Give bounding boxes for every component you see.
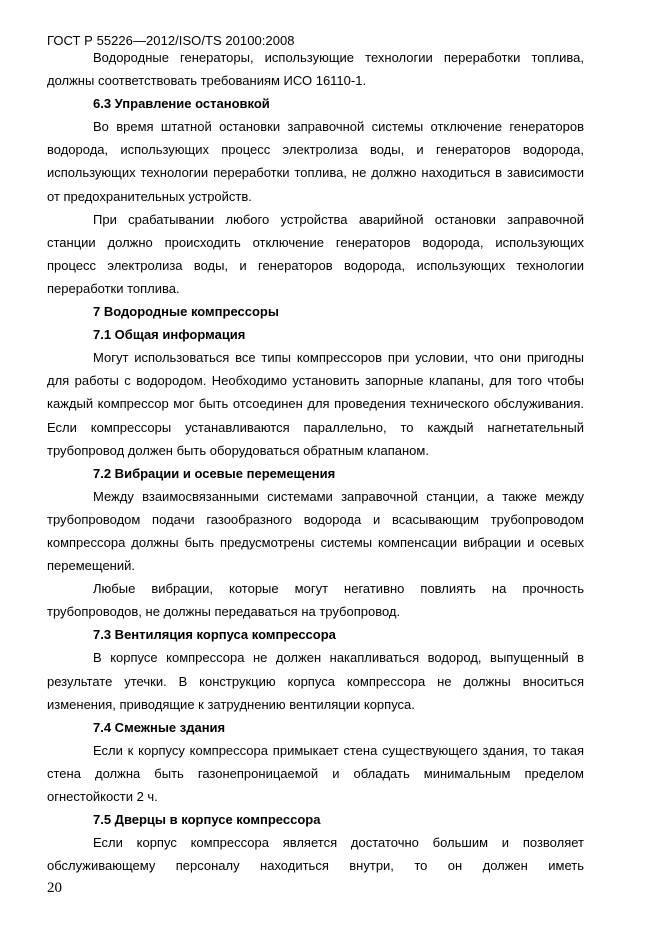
standard-header: ГОСТ Р 55226—2012/ISO/TS 20100:2008 — [47, 33, 295, 48]
paragraph: Могут использоваться все типы компрессоров при условии, что они пригодны для работы с водородом. Необходимо установить запорные клапаны, для того чтобы каждый компрессор мог быть отсоединен для проведения технического обслуживания. Если компрессоры устанавливаются параллельно, то каждый нагнетательный трубопровод должен быть оборудоваться обратным клапаном. — [47, 350, 584, 458]
page-number: 20 — [47, 880, 62, 896]
section-heading: 7.4 Смежные здания — [93, 719, 226, 735]
paragraph: Если к корпусу компрессора примыкает стена существующего здания, то такая стена должна быть газонепроницаемой и обладать минимальным пределом огнестойкости 2 ч. — [47, 742, 584, 804]
section-heading: 7 Водородные компрессоры — [93, 304, 279, 320]
paragraph: Между взаимосвязанными системами заправочной станции, а также между трубопроводом подачи газообразного водорода и всасывающим трубопроводом компрессора должны быть предусмотрены системы компенсации вибрации и осевых перемещений. — [47, 488, 584, 574]
body-text — [47, 46, 584, 877]
paragraph: Водородные генераторы, использующие технологии переработки топлива, должны соответствовать требованиям ИСО 16110-1. — [47, 50, 584, 89]
paragraph: Любые вибрации, которые могут негативно повлиять на прочность трубопроводов, не должны передаваться на трубопровод. — [47, 581, 584, 620]
section-heading: 7.3 Вентиляция корпуса компрессора — [93, 627, 336, 643]
paragraph: Если корпус компрессора является достаточно большим и позволяет обслуживающему персоналу находиться внутри, то он должен иметь — [47, 835, 584, 874]
section-heading: 7.5 Дверцы в корпусе компрессора — [93, 812, 321, 828]
section-heading: 6.3 Управление остановкой — [93, 96, 270, 112]
paragraph: При срабатывании любого устройства аварийной остановки заправочной станции должно происходить отключение генераторов водорода, использующих процесс электролиза воды, и генераторов водорода, использующих технологии переработки топлива. — [47, 211, 584, 296]
paragraph: Во время штатной остановки заправочной системы отключение генераторов водорода, использующих процесс электролиза воды, и генераторов водорода, использующих технологии переработки топлива, не должно находиться в зависимости от предохранительных устройств. — [47, 119, 584, 204]
paragraph: В корпусе компрессора не должен накапливаться водород, выпущенный в результате утечки. В конструкцию корпуса компрессора не должны вноситься изменения, приводящие к затруднению вентиляции корпуса. — [47, 650, 584, 712]
section-heading: 7.2 Вибрации и осевые перемещения — [93, 465, 336, 481]
section-heading: 7.1 Общая информация — [93, 327, 246, 343]
